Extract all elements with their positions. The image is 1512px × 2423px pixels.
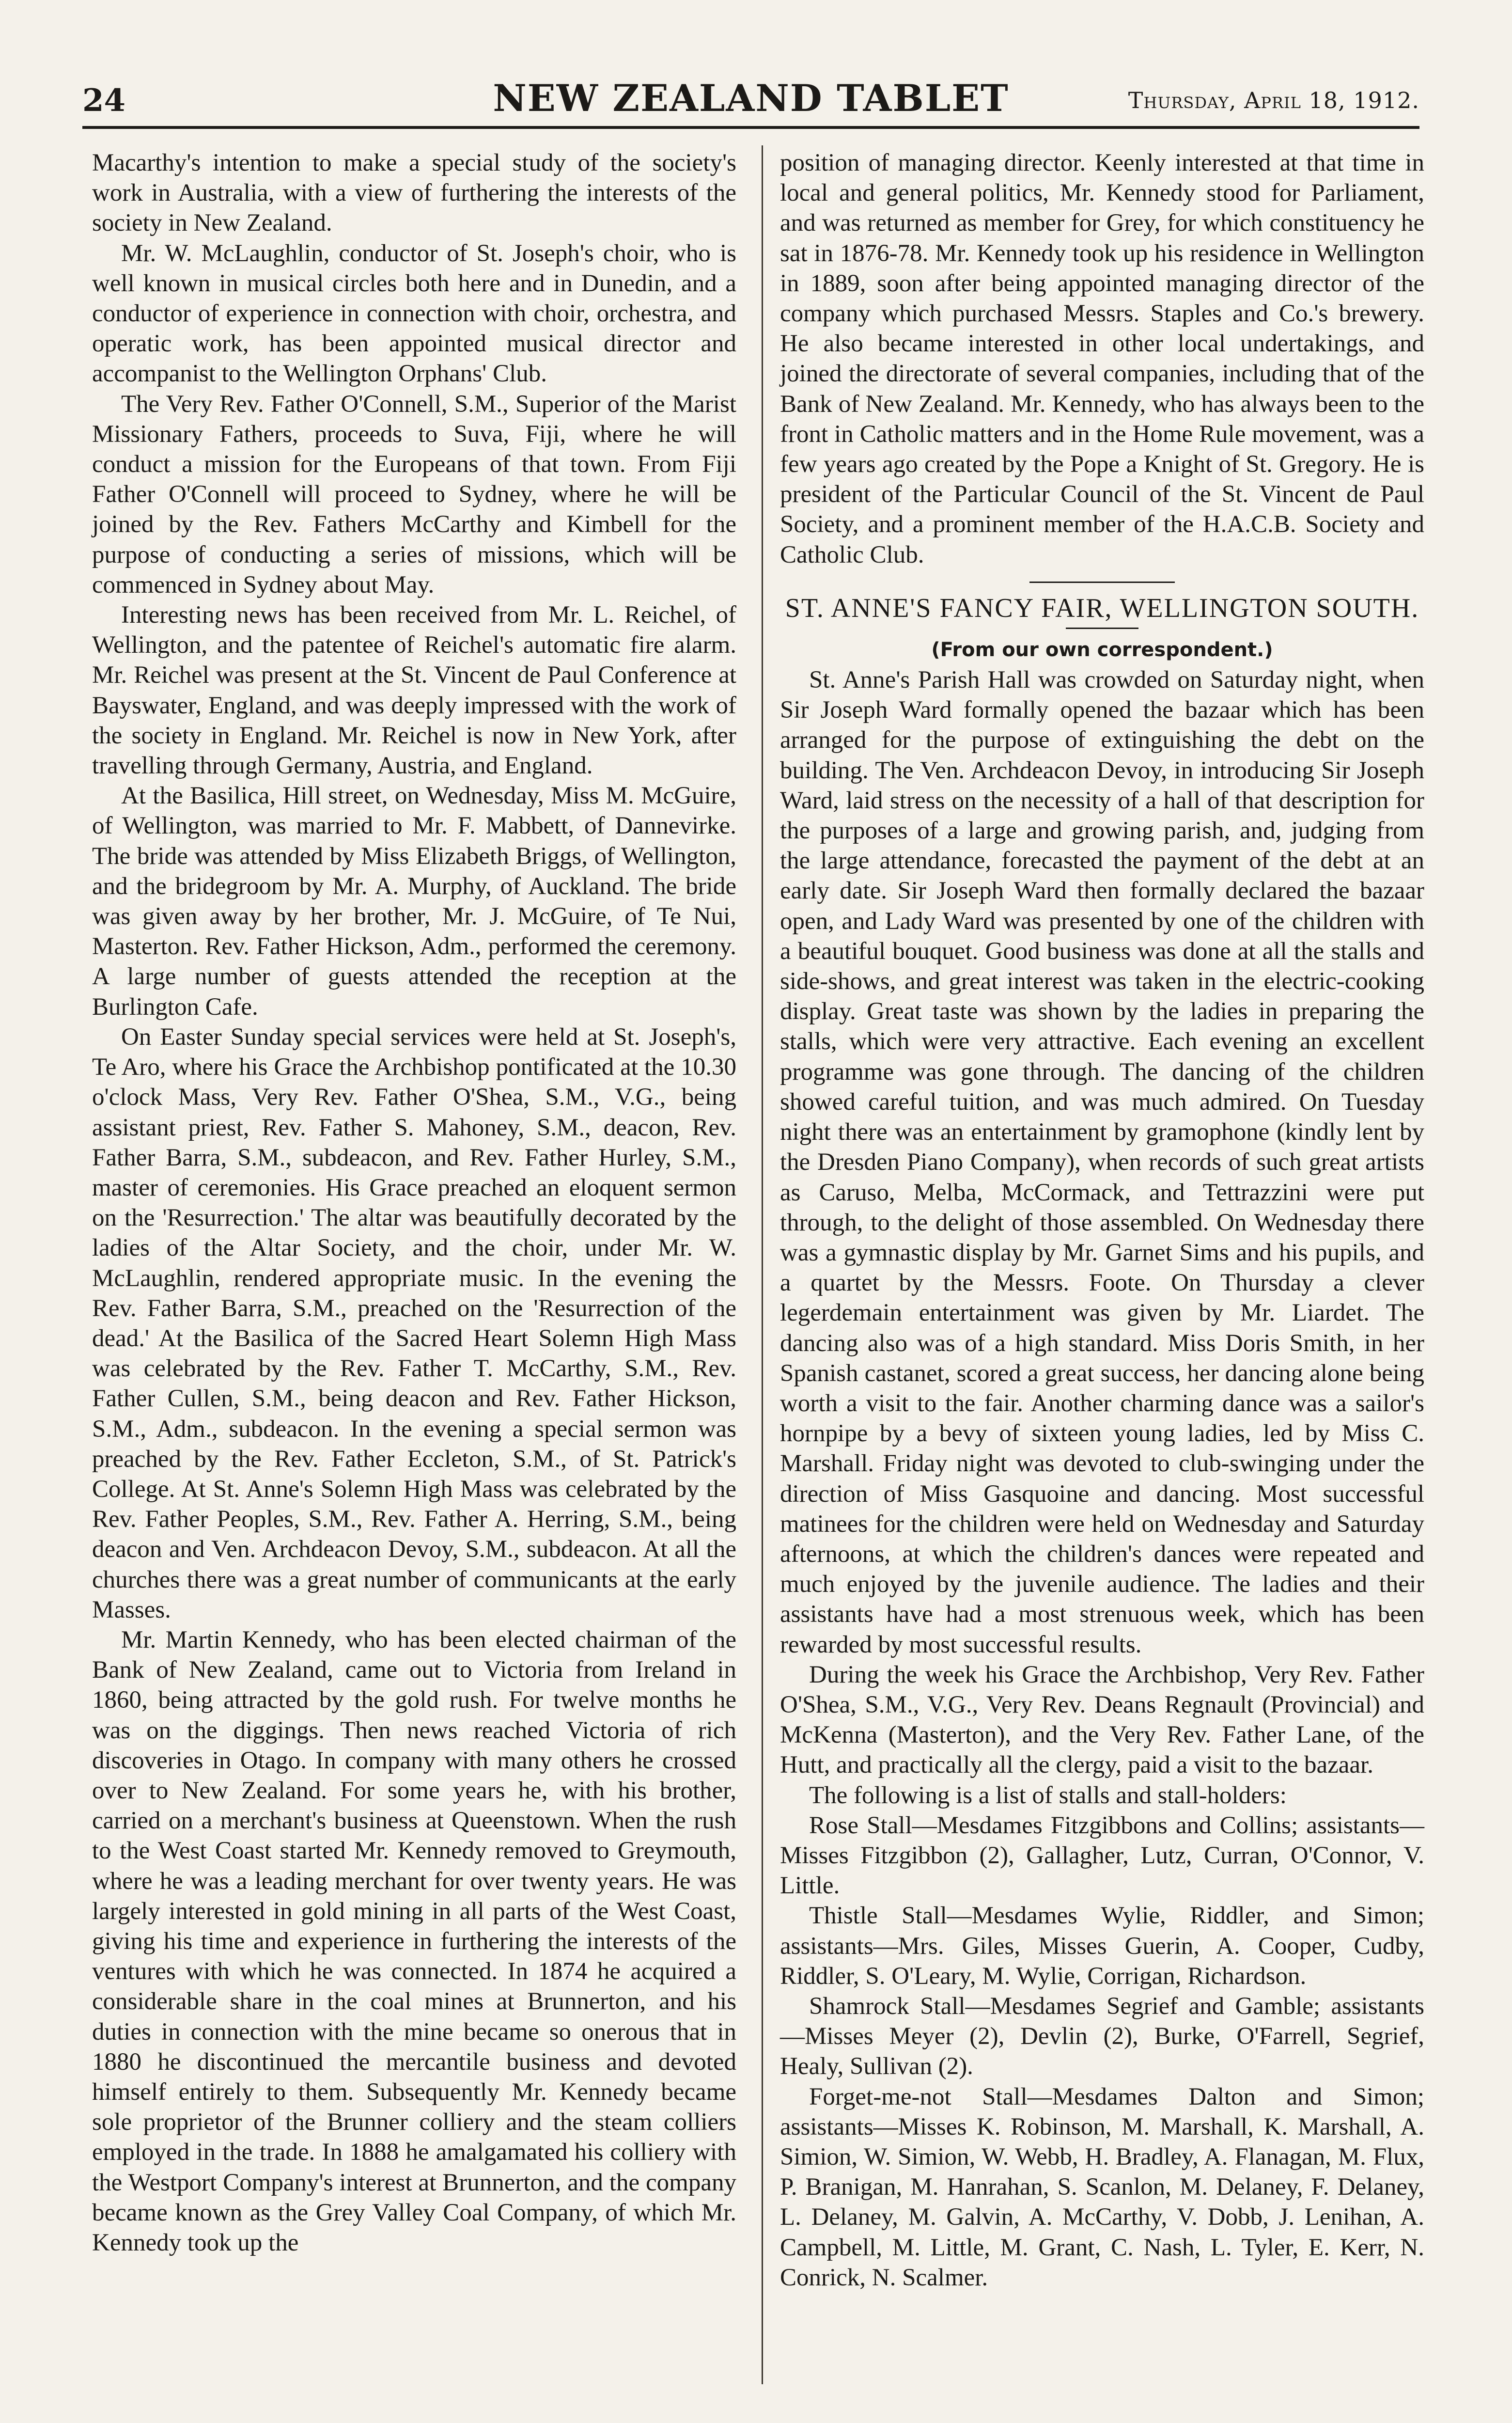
article-paragraph: During the week his Grace the Archbishop, Very Rev. Father O'Shea, S.M., V.G., Very Rev. Deans Regnault (Provincial) and McKenna (Masterton), and the Very Rev. Father Lane, of the Hutt, and practically all the clergy, paid a visit to the bazaar.	[780, 1661, 1424, 1779]
byline: (From our own correspondent.)	[931, 638, 1273, 661]
stall-listing: Rose Stall—Mesdames Fitzgibbons and Collins; assistants—Misses Fitzgibbon (2), Gallagher, Lutz, Curran, O'Connor, V. Little.	[780, 1811, 1424, 1900]
right-column	[780, 148, 1424, 2293]
masthead-title: NEW ZEALAND TABLET	[493, 77, 1009, 120]
section-divider	[1029, 582, 1175, 583]
stall-listing: Shamrock Stall—Mesdames Segrief and Gamble; assistants—Misses Meyer (2), Devlin (2), Burke, O'Farrell, Segrief, Healy, Sullivan (2).	[780, 1992, 1424, 2080]
page-header	[82, 73, 1419, 129]
title-rule	[1066, 628, 1138, 629]
article-paragraph: position of managing director. Keenly interested at that time in local and general politics, Mr. Kennedy stood for Parliament, and was returned as member for Grey, for which constituency he sat in 1876-78. Mr. Kennedy took up his residence in Wellington in 1889, soon after being appointed managing director of the company which purchased Messrs. Staples and Co.'s brewery. He also became interested in other local undertakings, and joined the directorate of several companies, including that of the Bank of New Zealand. Mr. Kennedy, who has always been to the front in Catholic matters and in the Home Rule movement, was a few years ago created by the Pope a Knight of St. Gregory. He is president of the Particular Council of the St. Vincent de Paul Society, and a prominent member of the H.A.C.B. Society and Catholic Club.	[780, 149, 1424, 568]
article-paragraph: At the Basilica, Hill street, on Wednesday, Miss M. McGuire, of Wellington, was married to Mr. F. Mabbett, of Dannevirke. The bride was attended by Miss Elizabeth Briggs, of Wellington, and the bridegroom by Mr. A. Murphy, of Auckland. The bride was given away by her brother, Mr. J. McGuire, of Te Nui, Masterton. Rev. Father Hickson, Adm., performed the ceremony. A large number of guests attended the reception at the Burlington Cafe.	[92, 782, 736, 1021]
article-paragraph: The Very Rev. Father O'Connell, S.M., Superior of the Marist Missionary Fathers, proceeds to Suva, Fiji, where he will conduct a mission for the Europeans of that town. From Fiji Father O'Connell will proceed to Sydney, where he will be joined by the Rev. Fathers McCarthy and Kimbell for the purpose of conducting a series of missions, which will be commenced in Sydney about May.	[92, 390, 736, 598]
article-paragraph: Mr. W. McLaughlin, conductor of St. Joseph's choir, who is well known in musical circles both here and in Dunedin, and a conductor of experience in connection with choir, orchestra, and operatic work, has been appointed musical director and accompanist to the Wellington Orphans' Club.	[92, 239, 736, 388]
stall-listing: Thistle Stall—Mesdames Wylie, Riddler, and Simon; assistants—Mrs. Giles, Misses Guerin, A. Cooper, Cudby, Riddler, S. O'Leary, M. Wylie, Corrigan, Richardson.	[780, 1902, 1424, 1990]
article-paragraph: The following is a list of stalls and stall-holders:	[809, 1781, 1287, 1809]
stall-listing: Forget-me-not Stall—Mesdames Dalton and Simon; assistants—Misses K. Robinson, M. Marshall, K. Marshall, A. Simion, W. Simion, W. Webb, H. Bradley, A. Flanagan, M. Flux, P. Branigan, M. Hanrahan, S. Scanlon, M. Delaney, F. Delaney, L. Delaney, M. Galvin, A. McCarthy, V. Dobb, J. Lenihan, A. Campbell, M. Little, M. Grant, C. Nash, L. Tyler, E. Kerr, N. Conrick, N. Scalmer.	[780, 2083, 1424, 2291]
left-column	[92, 148, 736, 2258]
issue-date: Thursday, April 18, 1912.	[1128, 87, 1419, 113]
article-paragraph: On Easter Sunday special services were held at St. Joseph's, Te Aro, where his Grace the Archbishop pontificated at the 10.30 o'clock Mass, Very Rev. Father O'Shea, S.M., V.G., being assistant priest, Rev. Father S. Mahoney, S.M., deacon, Rev. Father Barra, S.M., subdeacon, and Rev. Father Hurley, S.M., master of ceremonies. His Grace preached an eloquent sermon on the 'Resurrection.' The altar was beautifully decorated by the ladies of the Altar Society, and the choir, under Mr. W. McLaughlin, rendered appropriate music. In the evening the Rev. Father Barra, S.M., preached on the 'Resurrection of the dead.' At the Basilica of the Sacred Heart Solemn High Mass was celebrated by the Rev. Father T. McCarthy, S.M., Rev. Father Cullen, S.M., being deacon and Rev. Father Hickson, S.M., Adm., subdeacon. In the evening a special sermon was preached by the Rev. Father Eccleton, S.M., of St. Patrick's College. At St. Anne's Solemn High Mass was celebrated by the Rev. Father Peoples, S.M., Rev. Father A. Herring, S.M., being deacon and Ven. Archdeacon Devoy, S.M., subdeacon. At all the churches there was a great number of communicants at the early Masses.	[92, 1023, 736, 1623]
article-paragraph: Interesting news has been received from Mr. L. Reichel, of Wellington, and the patentee of Reichel's automatic fire alarm. Mr. Reichel was present at the St. Vincent de Paul Conference at Bayswater, England, and was deeply impressed with the work of the society in England. Mr. Reichel is now in New York, after travelling through Germany, Austria, and England.	[92, 601, 736, 780]
column-divider	[762, 145, 763, 2384]
page-number: 24	[82, 82, 126, 119]
article-paragraph: St. Anne's Parish Hall was crowded on Saturday night, when Sir Joseph Ward formally opened the bazaar which has been arranged for the purpose of extinguishing the debt on the building. The Ven. Archdeacon Devoy, in introducing Sir Joseph Ward, laid stress on the necessity of a hall of that description for the purposes of a large and growing parish, and, judging from the large attendance, forecasted the payment of the debt at an early date. Sir Joseph Ward then formally declared the bazaar open, and Lady Ward was presented by one of the children with a beautiful bouquet. Good business was done at all the stalls and side-shows, and great interest was taken in the electric-cooking display. Great taste was shown by the ladies in preparing the stalls, which were very attractive. Each evening an excellent programme was gone through. The dancing of the children showed careful tuition, and was much admired. On Tuesday night there was an entertainment by gramophone (kindly lent by the Dresden Piano Company), when records of such great artists as Caruso, Melba, McCormack, and Tettrazzini were put through, to the delight of those assembled. On Wednesday there was a gymnastic display by Mr. Garnet Sims and his pupils, and a quartet by the Messrs. Foote. On Thursday a clever legerdemain entertainment was given by Mr. Liardet. The dancing also was of a high standard. Miss Doris Smith, in her Spanish castanet, scored a great success, her dancing alone being worth a visit to the fair. Another charming dance was a sailor's hornpipe by a bevy of sixteen young ladies, led by Miss C. Marshall. Friday night was devoted to club-swinging under the direction of Miss Gasquoine and dancing. Most successful matinees for the children were held on Wednesday and Saturday afternoons, at which the children's dances were repeated and much enjoyed by the juvenile audience. The ladies and their assistants have had a most strenuous week, which has been rewarded by most successful results.	[780, 666, 1424, 1658]
article-paragraph: Mr. Martin Kennedy, who has been elected chairman of the Bank of New Zealand, came out to Victoria from Ireland in 1860, being attracted by the gold rush. For twelve months he was on the diggings. Then news reached Victoria of rich discoveries in Otago. In company with many others he crossed over to New Zealand. For some years he, with his brother, carried on a merchant's business at Queenstown. When the rush to the West Coast started Mr. Kennedy removed to Greymouth, where he was a leading merchant for over twenty years. He was largely interested in gold mining in all parts of the West Coast, giving his time and experience in furthering the interests of the ventures with which he was connected. In 1874 he acquired a considerable share in the coal mines at Brunnerton, and his duties in connection with the mine became so onerous that in 1880 he discontinued the mercantile business and devoted himself entirely to them. Subsequently Mr. Kennedy became sole proprietor of the Brunner colliery and the steam colliers employed in the trade. In 1888 he amalgamated his colliery with the Westport Company's interest at Brunnerton, and the company became known as the Grey Valley Coal Company, of which Mr. Kennedy took up the	[92, 1626, 736, 2257]
article-paragraph: Macarthy's intention to make a special study of the society's work in Australia, with a view of furthering the interests of the society in New Zealand.	[92, 149, 736, 237]
section-title: ST. ANNE'S FANCY FAIR, WELLINGTON SOUTH.	[785, 593, 1419, 623]
